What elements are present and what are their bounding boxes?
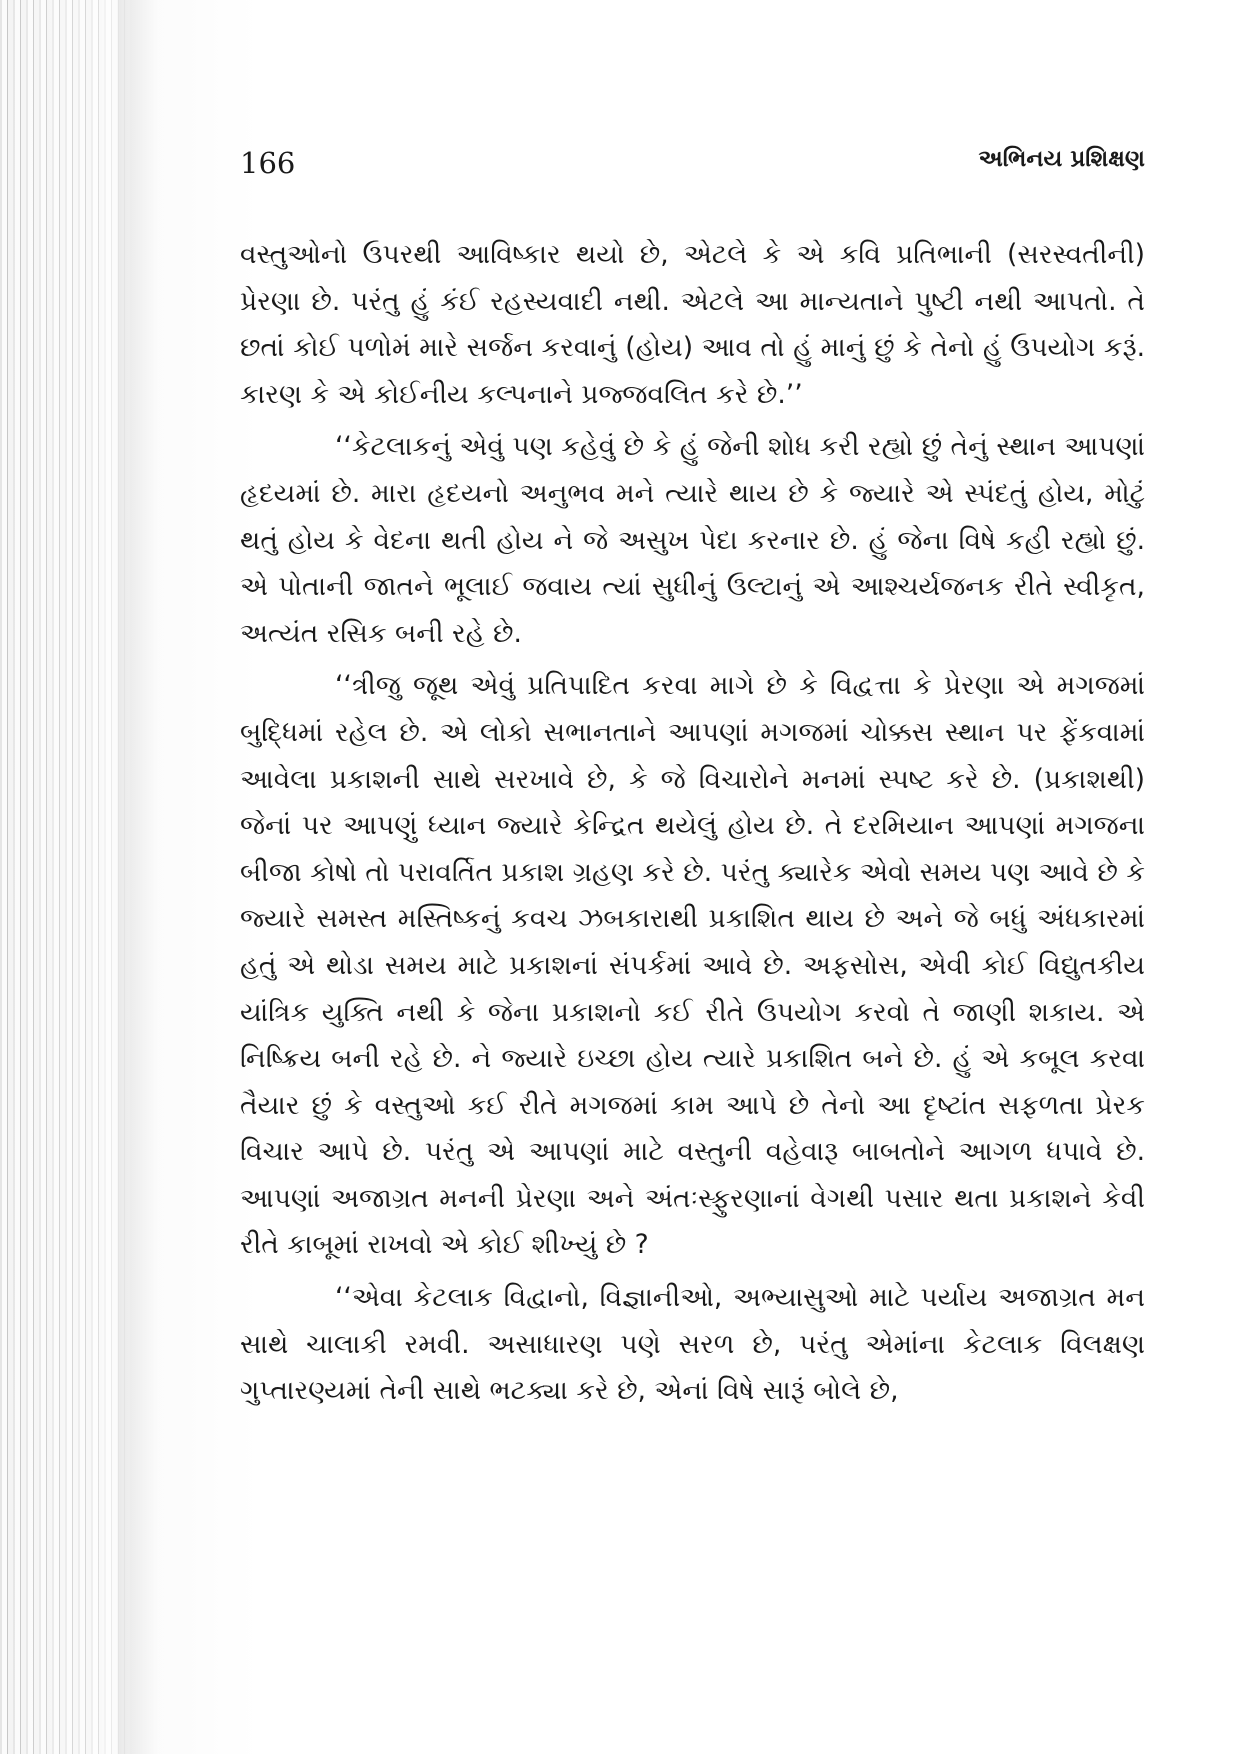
running-head: [240, 140, 1145, 190]
paragraph-1: વસ્તુઓનો ઉપરથી આવિષ્કાર થયો છે, એટલે કે એ કવિ પ્રતિભાની (સરસ્વતીની) પ્રેરણા છે. પરંતુ હું કંઈ રહસ્યવાદી નથી. એટલે આ માન્યતાને પુષ્ટી નથી આપતો. તે છતાં કોઈ પળોમં મારે સર્જન કરવાનું (હોય) આવ તો હું માનું છું કે તેનો હું ઉપયોગ કરૂં. કારણ કે એ કોઈનીય કલ્પનાને પ્રજ્જવલિત કરે છે.’’: [240, 239, 1145, 410]
paragraph-3: ‘‘ત્રીજુ જૂથ એવું પ્રતિપાદિત કરવા માગે છે કે વિદ્વત્તા કે પ્રેરણા એ મગજમાં બુદ્ધિમાં રહેલ છે. એ લોકો સભાનતાને આપણાં મગજમાં ચોક્કસ સ્થાન પર ફેંકવામાં આવેલા પ્રકાશની સાથે સરખાવે છે, કે જે વિચારોને મનમાં સ્પષ્ટ કરે છે. (પ્રકાશથી) જેનાં પર આપણું ધ્યાન જ્યારે કેન્દ્રિત થયેલું હોય છે. તે દરમિયાન આપણાં મગજના બીજા કોષો તો પરાવર્તિત પ્રકાશ ગ્રહણ કરે છે. પરંતુ ક્યારેક એવો સમય પણ આવે છે કે જ્યારે સમસ્ત મસ્તિષ્કનું કવચ ઝબકારાથી પ્રકાશિત થાય છે અને જે બધું અંધકારમાં હતું એ થોડા સમય માટે પ્રકાશનાં સંપર્કમાં આવે છે. અફસોસ, એવી કોઈ વિદ્યુતકીય યાંત્રિક યુક્તિ નથી કે જેના પ્રકાશનો કઈ રીતે ઉપયોગ કરવો તે જાણી શકાય. એ નિષ્ક્રિય બની રહે છે. ને જ્યારે ઇચ્છા હોય ત્યારે પ્રકાશિત બને છે. હું એ કબૂલ કરવા તૈયાર છું કે વસ્તુઓ કઈ રીતે મગજમાં કામ આપે છે તેનો આ દૃષ્ટાંત સફળતા પ્રેરક વિચાર આપે છે. પરંતુ એ આપણાં માટે વસ્તુની વહેવારૂ બાબતોને આગળ ધપાવે છે. આપણાં અજાગ્રત મનની પ્રેરણા અને અંતઃસ્ફુરણાનાં વેગથી પસાર થતા પ્રકાશને કેવી રીતે કાબૂમાં રાખવો એ કોઈ શીખ્યું છે ?: [240, 670, 1145, 1261]
page-number: 166: [240, 146, 296, 180]
book-title: અભિનય પ્રશિક્ષણ: [978, 146, 1145, 172]
gutter-shadow: [118, 0, 158, 1754]
paragraph-2: ‘‘કેટલાકનું એવું પણ કહેવું છે કે હું જેની શોધ કરી રહ્યો છું તેનું સ્થાન આપણાં હૃદયમાં છે. મારા હૃદયનો અનુભવ મને ત્યારે થાય છે કે જ્યારે એ સ્પંદતું હોય, મોટું થતું હોય કે વેદના થતી હોય ને જે અસુખ પેદા કરનાર છે. હું જેના વિષે કહી રહ્યો છું. એ પોતાની જાતને ભૂલાઈ જવાય ત્યાં સુધીનું ઉલ્ટાનું એ આશ્ચર્યજનક રીતે સ્વીકૃત, અત્યંત રસિક બની રહે છે.: [240, 431, 1145, 649]
page-stack-edges: [0, 0, 130, 1754]
paragraph-4: ‘‘એવા કેટલાક વિદ્વાનો, વિજ્ઞાનીઓ, અભ્યાસુઓ માટે પર્યાય અજાગ્રત મન સાથે ચાલાકી રમવી. અસાધારણ પણે સરળ છે, પરંતુ એમાંના કેટલાક વિલક્ષણ ગુપ્તારણ્યમાં તેની સાથે ભટક્યા કરે છે, એનાં વિષે સારૂં બોલે છે,: [240, 1282, 1145, 1407]
body-text: [240, 232, 1145, 1415]
